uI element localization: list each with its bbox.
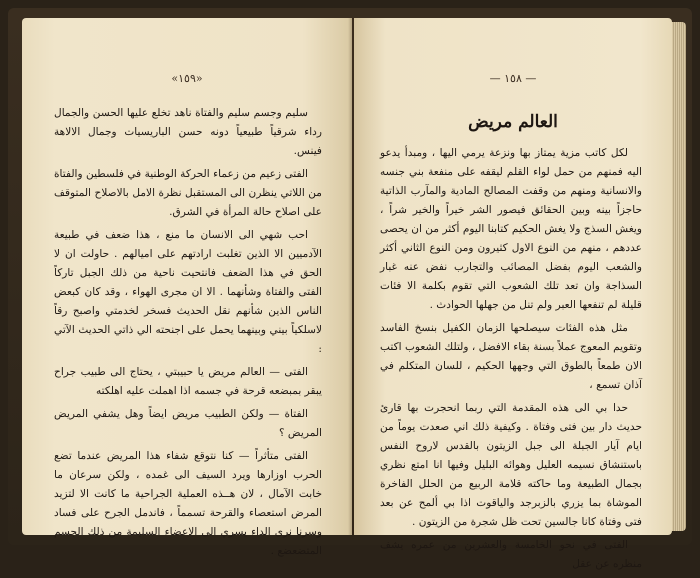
left-paragraph: الفتى — العالم مريض يا حبيبتي ، يحتاج الى طبيب جراح يبقر بمبضعه قرحة في جسمه اذا اهملت عليه اهلكته — [54, 366, 322, 397]
right-page — [354, 18, 672, 570]
left-paragraph: احب شهي الى الانسان ما منع ، هذا ضعف في طبيعة الآدميين الا الذين تغلبت ارادتهم على اميالهم . حاولت ان لا الحق في هذا الضعف فانتحيت ناحية من ذلك الجبل تاركاً الفتى والفتاة وشأنهما . الا ان مجرى الهواء ، وقد كان كبعض الناس الذين شأنهم نقل الحديث فسخر لخدمتي واصبح رقاً لاسلكياً بيني وبينهما يحمل على اجنحته الي ذاتي الحديث الآتي : — [54, 229, 322, 355]
left-page — [22, 18, 352, 557]
right-paragraph: لكل كاتب مزية يمتاز بها ونزعة يرمي اليها ، ومبدأ يدعو اليه فمنهم من حمل لواء القلم ليقفه على منفعة بني جنسه والانسانية ومنهم من وقفت المصالح المادية والمآرب الذاتية حاجزاً بينه وبين الحقائق فيصور الشر خيراً والخير شراً ، ويغش السذج ولا يغش الحكيم كتابنا اليوم أكثر من ان يحصى عددهم ، منهم من النوع الاول كثيرون ومن النوع الثاني أكثر والشعب اليوم بفضل المصائب والتجارب نفض عنه غبار السذاجة وان تعد تلك الشعوب التي تقوم بكلمة الا فئات قليلة لم تنفعها العبر ولم تنل من جهلها الحوادث . — [380, 147, 642, 311]
right-page-text — [380, 144, 642, 578]
left-paragraph: الفتى متأثراً — كنا نتوقع شفاء هذا المريض عندما تضع الحرب اوزارها ويرد السيف الى غمده ، ولكن سرعان ما خابت الآمال ، لان هــذه العملية الجراحية ما كانت الا لتزيد المرض استعصاء والقرحة تسمماً ، فاندمل الجرح على فساد وسرنا نرى الداء يسري الى الاعضاء السليمة من ذلك الجسم المتضعضع . — [54, 450, 322, 557]
right-page-number: — ١٥٨ — — [489, 72, 537, 85]
left-page-text — [54, 104, 322, 565]
left-paragraph: الفتاة — ولكن الطبيب مريض ايضاً وهل يشفي المريض المريض ؟ — [54, 408, 322, 439]
chapter-title: العالم مريض — [468, 112, 558, 132]
left-paragraph: الفتى زعيم من زعماء الحركة الوطنية في فلسطين والفتاة من اللاتي ينظرن الى المستقبل نظرة الامل بالاصلاح المتوقف على اصلاح حالة المرأة في الشرق. — [54, 168, 322, 218]
left-page-number: «١٥٩» — [171, 72, 203, 85]
page-edges — [672, 22, 686, 531]
right-paragraph: الفتى في نحو الخامسة والعشرين من عمره يشف منظره عن عقل — [380, 539, 642, 570]
right-paragraph: مثل هذه الفئات سيصلحها الزمان الكفيل بنسخ الفاسد وتقويم المعوج عملاً بسنة بقاء الافضل ، ولتلك الشعوب اكتب الان طمعاً بالطوق التي وجهها الحكيم ، للسان المتكلم في آذان تسمع ، — [380, 322, 642, 391]
left-paragraph: سليم وجسم سليم والفتاة ناهد تخلع عليها الحسن والجمال رداء شرقياً طبيعياً دونه حسن الباريسيات وجمال الالاهة فينس. — [54, 107, 322, 157]
open-book — [8, 8, 692, 570]
right-paragraph: حدا بي الى هذه المقدمة التي ربما انحجرت بها قارئ حديث دار بين فتى وفتاة . وكيفية ذلك اني صعدت يوماً من ايام آيار الجبلة الى جبل الزيتون بالقدس لاروح النفس باستنشاق نسيمه العليل وهوائه البليل وفيها انا امتع نظري بجمال الطبيعة وما حاكته قلامة الربيع من الحلل الفاخرة الموشاة بما يزري بالزبرجد والياقوت اذا بي ألمح عن بعد فتى وفتاة كانا جالسين تحت ظل شجرة من الزيتون . — [380, 402, 642, 528]
